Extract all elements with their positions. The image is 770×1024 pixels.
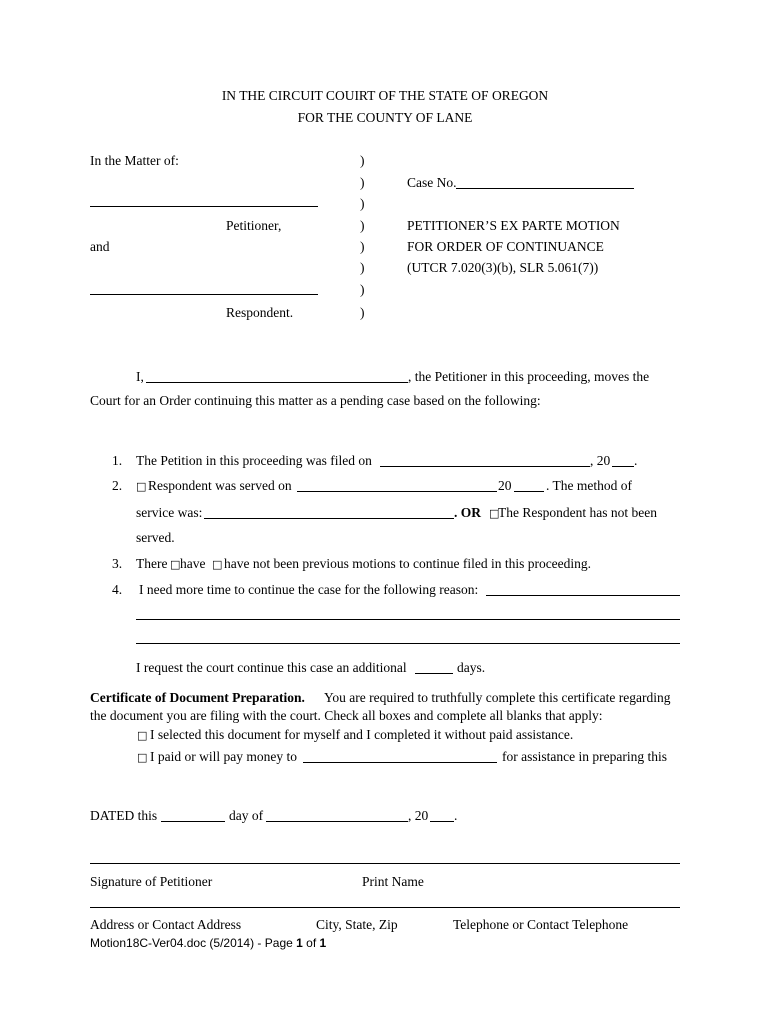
filed-year-line[interactable] bbox=[612, 466, 634, 467]
reason-line-2[interactable] bbox=[136, 619, 680, 620]
court-title-line2: FOR THE COUNTY OF LANE bbox=[297, 110, 473, 125]
item2-text: Respondent was served on bbox=[148, 478, 292, 493]
item-number: 2. bbox=[112, 478, 123, 493]
respondent-name-line[interactable] bbox=[90, 294, 318, 295]
motion-title-line1: PETITIONER’S EX PARTE MOTION bbox=[407, 218, 620, 233]
paid-assistance-checkbox[interactable]: □ bbox=[137, 751, 148, 764]
dated-year-label: , 20 bbox=[408, 808, 429, 823]
have-checkbox[interactable]: □ bbox=[170, 558, 181, 571]
item-number: 4. bbox=[112, 582, 123, 597]
signature-label: Signature of Petitioner bbox=[90, 874, 213, 889]
item1-end: . bbox=[634, 453, 638, 468]
served-year-line[interactable] bbox=[514, 491, 544, 492]
not-served-checkbox[interactable]: □ bbox=[489, 507, 500, 520]
reason-line-1[interactable] bbox=[486, 595, 680, 596]
reason-line-3[interactable] bbox=[136, 643, 680, 644]
in-matter-of-label: In the Matter of: bbox=[90, 153, 179, 168]
print-name-label: Print Name bbox=[362, 874, 424, 889]
dated-end: . bbox=[454, 808, 458, 823]
item1-text: The Petition in this proceeding was filed on bbox=[136, 453, 372, 468]
caption-paren: ) bbox=[360, 260, 365, 275]
respondent-served-checkbox[interactable]: □ bbox=[136, 480, 147, 493]
dated-month-line[interactable] bbox=[266, 821, 408, 822]
case-no-label: Case No. bbox=[407, 175, 457, 190]
item2-not-served: The Respondent has not been bbox=[498, 505, 657, 520]
certificate-option2-b: for assistance in preparing this bbox=[502, 749, 667, 764]
footer-page-total: 1 bbox=[319, 936, 327, 950]
petitioner-intro-line[interactable] bbox=[146, 382, 408, 383]
item3-rest: have not been previous motions to continue filed in this proceeding. bbox=[224, 556, 592, 571]
service-method-line[interactable] bbox=[204, 518, 454, 519]
footer-page-number: 1 bbox=[296, 936, 303, 950]
motion-title-line2: FOR ORDER OF CONTINUANCE bbox=[407, 239, 604, 254]
request-text: I request the court continue this case an additional bbox=[136, 660, 407, 675]
address-label: Address or Contact Address bbox=[90, 917, 242, 932]
court-title-line1: IN THE CIRCUIT COUIRT OF THE STATE OF OREGON bbox=[221, 88, 549, 103]
city-state-zip-label: City, State, Zip bbox=[316, 917, 398, 932]
caption-paren: ) bbox=[360, 153, 365, 168]
caption-paren: ) bbox=[360, 218, 365, 233]
dated-this-label: DATED this bbox=[90, 808, 158, 823]
respondent-label: Respondent. bbox=[226, 305, 294, 320]
additional-days-line[interactable] bbox=[415, 673, 453, 674]
item2-served: served. bbox=[136, 530, 175, 545]
caption-paren: ) bbox=[360, 282, 365, 297]
petitioner-name-line[interactable] bbox=[90, 206, 318, 207]
intro-line2: Court for an Order continuing this matter as a pending case based on the following: bbox=[90, 393, 541, 408]
intro-i-label: I, bbox=[136, 369, 144, 384]
footer-file-text: Motion18C-Ver04.doc (5/2014) - Page bbox=[90, 936, 297, 950]
item-number: 3. bbox=[112, 556, 123, 571]
caption-paren: ) bbox=[360, 239, 365, 254]
caption-paren: ) bbox=[360, 196, 365, 211]
preparer-name-line[interactable] bbox=[303, 762, 497, 763]
dated-year-line[interactable] bbox=[430, 821, 454, 822]
item-number: 1. bbox=[112, 453, 123, 468]
served-date-line[interactable] bbox=[297, 491, 497, 492]
dated-day-line[interactable] bbox=[161, 821, 225, 822]
item2-year: 20 bbox=[498, 478, 512, 493]
certificate-option2-a: I paid or will pay money to bbox=[150, 749, 297, 764]
caption-paren: ) bbox=[360, 175, 365, 190]
item4-text: I need more time to continue the case for the following reason: bbox=[139, 582, 479, 597]
motion-title-line3: (UTCR 7.020(3)(b), SLR 5.061(7)) bbox=[407, 260, 599, 275]
intro-rest: , the Petitioner in this proceeding, moves the bbox=[408, 369, 650, 384]
item2-or: . OR bbox=[454, 505, 481, 520]
caption-paren: ) bbox=[360, 305, 365, 320]
address-line[interactable] bbox=[90, 907, 680, 908]
item2-service-label: service was: bbox=[136, 505, 203, 520]
certificate-option1: I selected this document for myself and I completed it without paid assistance. bbox=[150, 727, 574, 742]
footer-of: of bbox=[302, 936, 320, 950]
case-no-line[interactable] bbox=[456, 188, 634, 189]
signature-line[interactable] bbox=[90, 863, 680, 864]
certificate-text-line1: You are required to truthfully complete this certificate regarding bbox=[324, 690, 671, 705]
certificate-text-line2: the document you are filing with the court. Check all boxes and complete all blanks that apply: bbox=[90, 708, 603, 723]
day-of-label: day of bbox=[229, 808, 264, 823]
item3-there: There bbox=[136, 556, 168, 571]
item1-year: , 20 bbox=[590, 453, 611, 468]
item3-have: have bbox=[180, 556, 206, 571]
telephone-label: Telephone or Contact Telephone bbox=[453, 917, 629, 932]
have-not-checkbox[interactable]: □ bbox=[212, 558, 223, 571]
item2-method: . The method of bbox=[546, 478, 632, 493]
certificate-heading: Certificate of Document Preparation. bbox=[90, 690, 305, 705]
no-paid-assistance-checkbox[interactable]: □ bbox=[137, 729, 148, 742]
footer-file-info bbox=[90, 936, 326, 950]
and-label: and bbox=[90, 239, 110, 254]
request-days: days. bbox=[457, 660, 486, 675]
filed-date-line[interactable] bbox=[380, 466, 590, 467]
petitioner-label: Petitioner, bbox=[226, 218, 282, 233]
